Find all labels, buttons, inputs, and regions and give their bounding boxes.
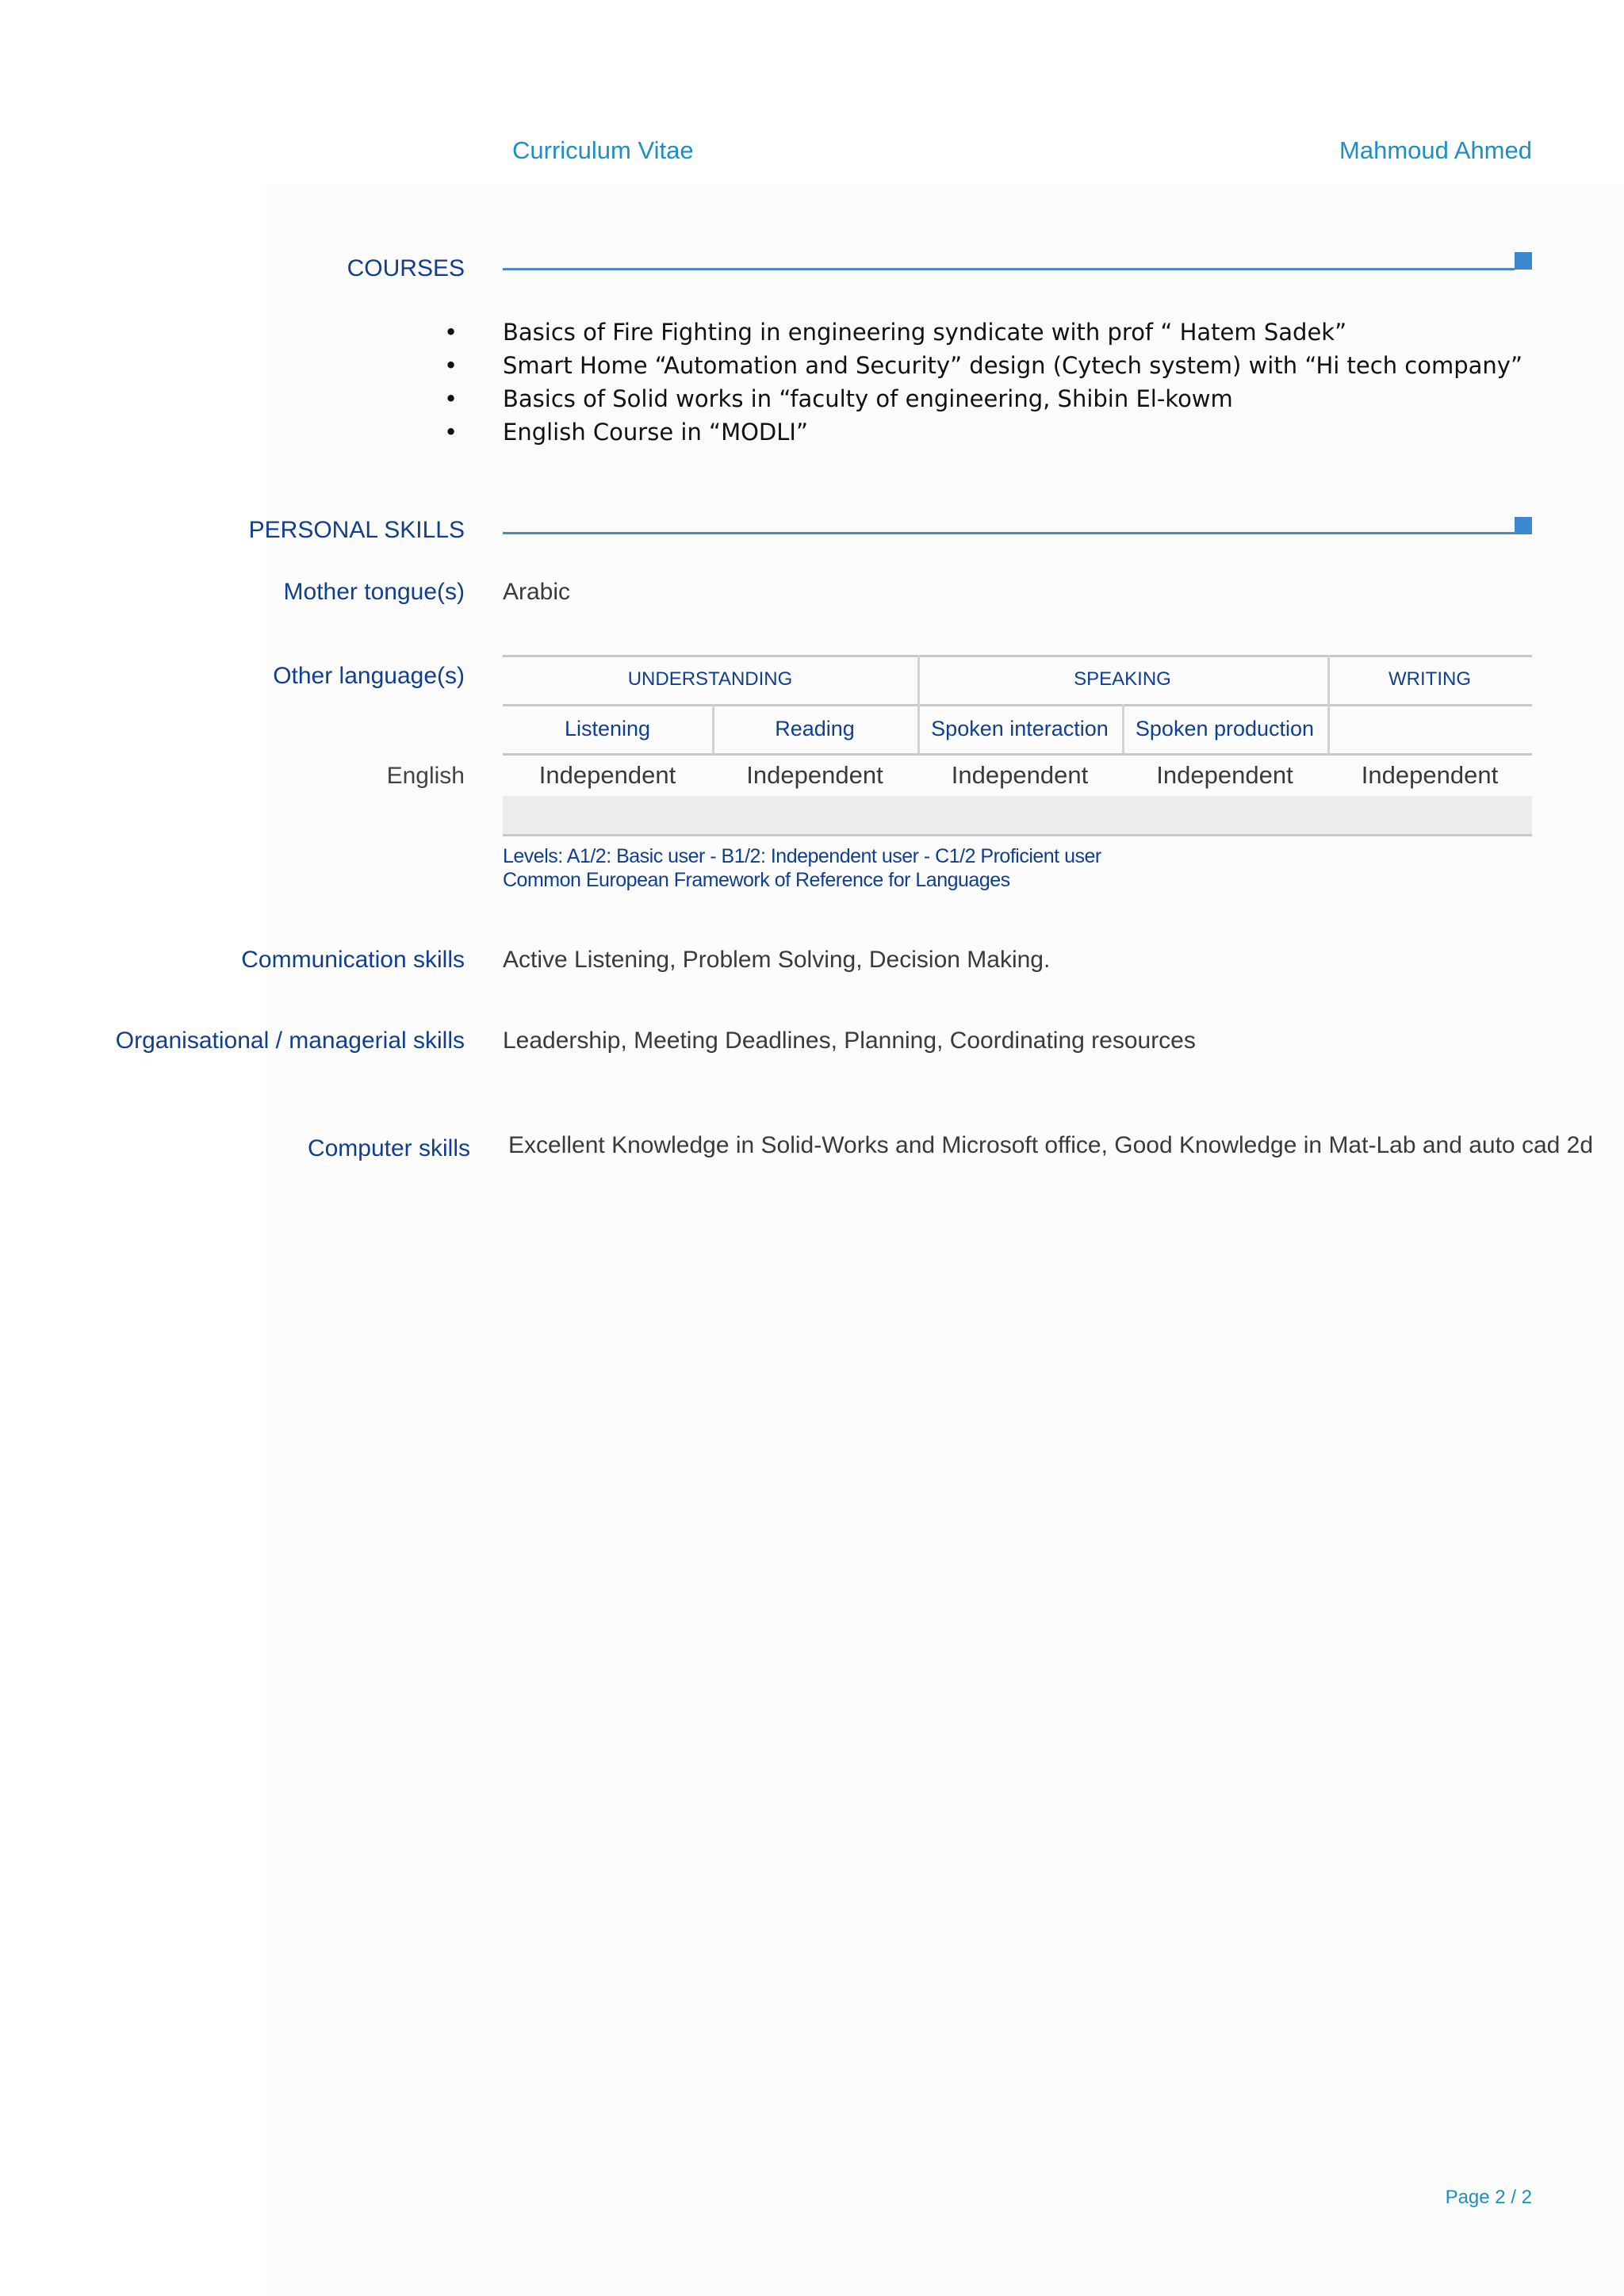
computer-skills-value: Excellent Knowledge in Solid-Works and Microsoft office, Good Knowledge in Mat-Lab and auto cad 2d xyxy=(508,1132,1594,1158)
courses-rule xyxy=(503,268,1515,270)
personal-skills-rule xyxy=(503,532,1515,534)
table-group-header-row xyxy=(503,655,1532,704)
level-writing: Independent xyxy=(1361,761,1499,789)
course-text: Basics of Solid works in “faculty of engineering, Shibin El-kowm xyxy=(503,385,1233,412)
level-spoken-production: Independent xyxy=(1156,761,1293,789)
table-sub-header-row xyxy=(503,704,1532,753)
other-languages-label: Other language(s) xyxy=(273,663,465,689)
course-item xyxy=(444,415,1522,449)
table-rule xyxy=(503,834,1532,836)
courses-list xyxy=(444,316,1522,449)
bullet: • xyxy=(444,352,458,379)
course-text: English Course in “MODLI” xyxy=(503,419,808,446)
header-understanding: UNDERSTANDING xyxy=(627,668,793,690)
bullet: • xyxy=(444,319,458,346)
communication-skills-value: Active Listening, Problem Solving, Decision Making. xyxy=(503,947,1051,973)
course-item xyxy=(444,382,1522,415)
level-reading: Independent xyxy=(746,761,883,789)
language-name: English xyxy=(386,763,465,789)
organisational-skills-value: Leadership, Meeting Deadlines, Planning, Coordinating resources xyxy=(503,1027,1196,1054)
personal-skills-rule-marker xyxy=(1515,517,1532,534)
levels-note: Levels: A1/2: Basic user - B1/2: Independent user - C1/2 Proficient user xyxy=(503,845,1101,867)
mother-tongue-label: Mother tongue(s) xyxy=(283,579,465,605)
candidate-name: Mahmoud Ahmed xyxy=(1339,136,1532,164)
mother-tongue-value: Arabic xyxy=(503,579,571,605)
subheader-spoken-interaction: Spoken interaction xyxy=(931,716,1109,740)
framework-note: Common European Framework of Reference for Languages xyxy=(503,869,1010,891)
course-item xyxy=(444,349,1522,382)
header-writing: WRITING xyxy=(1388,668,1471,690)
subheader-reading: Reading xyxy=(775,716,855,740)
bullet: • xyxy=(444,419,458,446)
course-text: Basics of Fire Fighting in engineering syndicate with prof “ Hatem Sadek” xyxy=(503,319,1347,346)
courses-heading: COURSES xyxy=(347,255,465,281)
subheader-writing xyxy=(1327,704,1532,753)
bullet: • xyxy=(444,385,458,412)
header-speaking: SPEAKING xyxy=(1074,668,1171,690)
table-shaded-row xyxy=(503,796,1532,834)
table-level-row xyxy=(503,753,1532,796)
course-item xyxy=(444,316,1522,349)
subheader-listening: Listening xyxy=(564,716,651,740)
computer-skills-label: Computer skills xyxy=(307,1135,470,1161)
document-title: Curriculum Vitae xyxy=(512,136,694,164)
courses-rule-marker xyxy=(1515,252,1532,270)
level-spoken-interaction: Independent xyxy=(951,761,1089,789)
organisational-skills-label: Organisational / managerial skills xyxy=(115,1027,465,1054)
subheader-spoken-production: Spoken production xyxy=(1135,716,1315,740)
page-number: Page 2 / 2 xyxy=(1445,2187,1532,2208)
level-listening: Independent xyxy=(538,761,676,789)
communication-skills-label: Communication skills xyxy=(241,947,465,973)
personal-skills-heading: PERSONAL SKILLS xyxy=(248,517,465,543)
course-text: Smart Home “Automation and Security” design (Cytech system) with “Hi tech company” xyxy=(503,352,1522,379)
